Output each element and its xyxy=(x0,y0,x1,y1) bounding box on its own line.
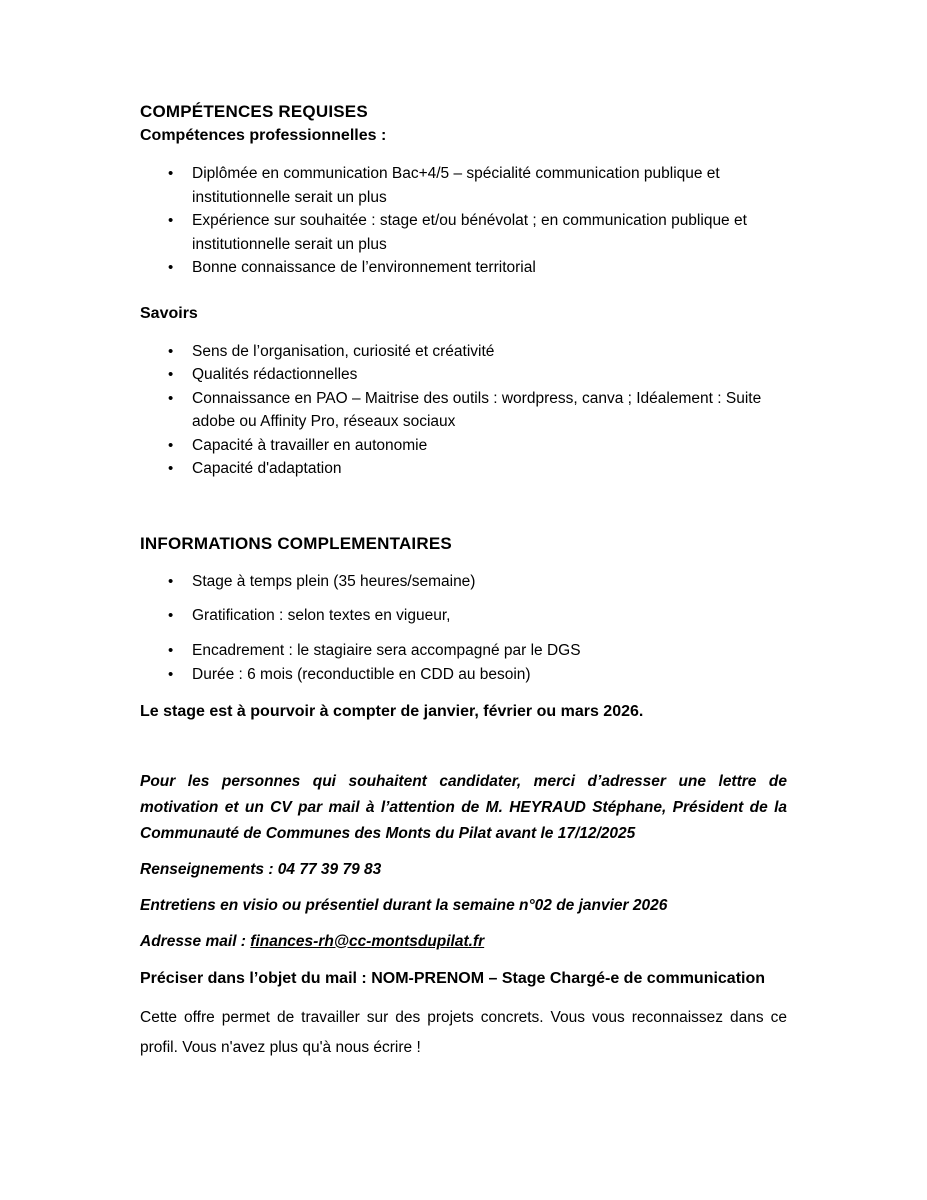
adresse-mail-label: Adresse mail : xyxy=(140,932,251,950)
list-item: • Qualités rédactionnelles xyxy=(192,363,787,387)
list-item: • Encadrement : le stagiaire sera accompagné par le DGS xyxy=(192,639,787,663)
application-instructions xyxy=(140,769,787,1063)
list-item: • Bonne connaissance de l’environnement territorial xyxy=(192,256,787,280)
email-link[interactable]: finances-rh@cc-montsdupilat.fr xyxy=(250,932,485,950)
adresse-mail-line xyxy=(140,929,787,955)
list-item: • Stage à temps plein (35 heures/semaine) xyxy=(192,570,787,594)
list-item: • Gratification : selon textes en vigueur, xyxy=(192,604,787,628)
renseignements-line: Renseignements : 04 77 39 79 83 xyxy=(140,860,382,878)
infos-bullet-list xyxy=(140,570,787,687)
list-item: • Capacité d'adaptation xyxy=(192,457,787,481)
list-item: • Sens de l’organisation, curiosité et créativité xyxy=(192,340,787,364)
list-item: • Durée : 6 mois (reconductible en CDD au besoin) xyxy=(192,663,787,687)
competences-bullet-list xyxy=(140,162,787,280)
savoirs-bullet-list xyxy=(140,340,787,481)
list-item: • Capacité à travailler en autonomie xyxy=(192,434,787,458)
document-content xyxy=(140,101,787,1063)
mail-subject-label: Préciser dans l’objet du mail : xyxy=(140,969,372,987)
entretiens-line: Entretiens en visio ou présentiel durant la semaine n°02 de janvier 2026 xyxy=(140,896,668,914)
list-item: • Diplômée en communication Bac+4/5 – spécialité communication publique et institutionnelle serait un plus xyxy=(192,162,787,209)
application-paragraph: Pour les personnes qui souhaitent candidater, merci d’adresser une lettre de motivation et un CV par mail à l’attention de M. HEYRAUD Stéphane, Président de la Communauté de Communes des Monts du Pilat avant le 17/12/2025 xyxy=(140,772,787,842)
savoirs-heading: Savoirs xyxy=(140,304,198,322)
closing-paragraph: Cette offre permet de travailler sur des projets concrets. Vous vous reconnaissez dans ce profil. Vous n'avez plus qu'à nous écrire ! xyxy=(140,1008,787,1056)
mail-subject-value: NOM-PRENOM – Stage Chargé-e de communication xyxy=(371,969,766,987)
competences-professionnelles-subheading: Compétences professionnelles : xyxy=(140,127,387,144)
list-item: • Connaissance en PAO – Maitrise des outils : wordpress, canva ; Idéalement : Suite adobe ou Affinity Pro, réseaux sociaux xyxy=(192,387,787,434)
mail-subject-instruction xyxy=(140,964,787,994)
list-item: • Expérience sur souhaitée : stage et/ou bénévolat ; en communication publique et institutionnelle serait un plus xyxy=(192,209,787,256)
stage-availability-note: Le stage est à pourvoir à compter de janvier, février ou mars 2026. xyxy=(140,702,644,720)
informations-complementaires-heading: INFORMATIONS COMPLEMENTAIRES xyxy=(140,533,452,553)
competences-requises-heading: COMPÉTENCES REQUISES xyxy=(140,102,368,121)
